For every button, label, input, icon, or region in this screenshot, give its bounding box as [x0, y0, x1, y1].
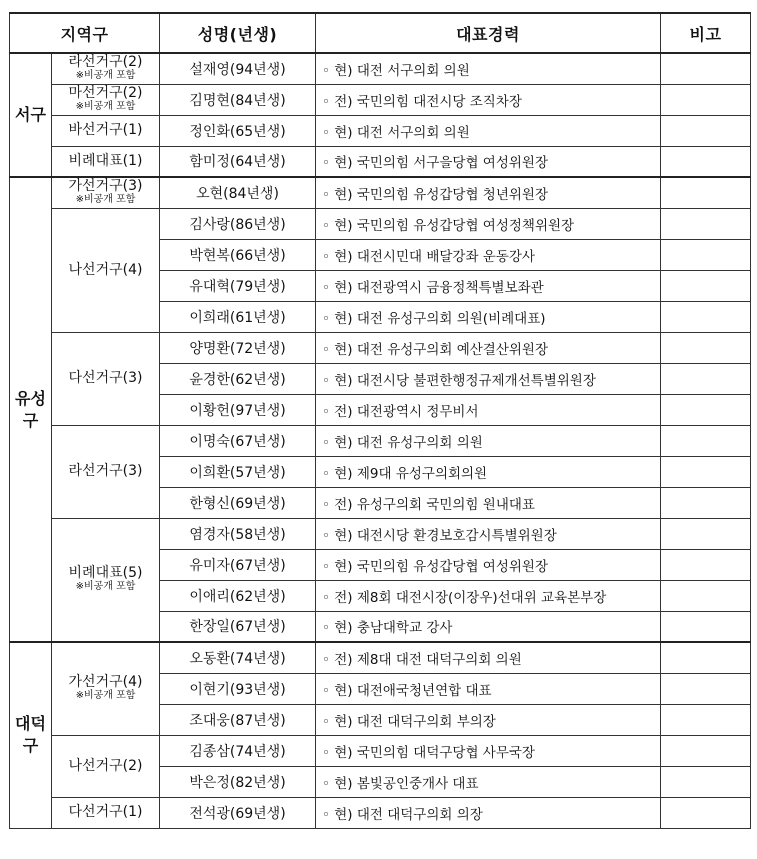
header-note: 비고 — [661, 13, 751, 53]
district-cell: 서구 — [10, 53, 52, 177]
note-cell — [661, 580, 751, 611]
note-cell — [661, 456, 751, 487]
career-cell: ◦ 현) 대전시당 불편한행정규제개선특별위원장 — [316, 363, 661, 394]
table-row — [10, 208, 751, 239]
name-cell: 오동환(74년생) — [160, 642, 316, 673]
constituency-cell: 나선거구(2) — [52, 735, 160, 797]
constituency-cell: 라선거구(3) — [52, 425, 160, 518]
name-cell: 김사랑(86년생) — [160, 208, 316, 239]
note-cell — [661, 425, 751, 456]
constituency-label: 비례대표(5) — [68, 565, 143, 582]
career-cell: ◦ 현) 대전시민대 배달강좌 운동강사 — [316, 239, 661, 270]
name-cell: 조대웅(87년생) — [160, 704, 316, 735]
career-cell: ◦ 현) 대전 유성구의회 예산결산위원장 — [316, 332, 661, 363]
career-cell: ◦ 전) 국민의힘 대전시당 조직차장 — [316, 84, 661, 115]
note-cell — [661, 766, 751, 797]
note-cell — [661, 270, 751, 301]
constituency-cell — [52, 84, 160, 115]
table-row — [10, 518, 751, 549]
constituency-cell — [52, 177, 160, 208]
career-cell: ◦ 현) 대전 대덕구의회 부의장 — [316, 704, 661, 735]
note-cell — [661, 301, 751, 332]
name-cell: 설재영(94년생) — [160, 53, 316, 84]
note-cell — [661, 549, 751, 580]
note-cell — [661, 239, 751, 270]
constituency-note: ※비공개 포함 — [75, 194, 136, 206]
name-cell: 함미정(64년생) — [160, 146, 316, 177]
career-cell: ◦ 현) 국민의힘 대덕구당협 사무국장 — [316, 735, 661, 766]
note-cell — [661, 115, 751, 146]
header-row — [10, 13, 751, 53]
career-cell: ◦ 현) 국민의힘 유성갑당협 여성위원장 — [316, 549, 661, 580]
constituency-label: 가선거구(4) — [68, 674, 143, 691]
career-cell: ◦ 현) 대전시당 환경보호감시특별위원장 — [316, 518, 661, 549]
constituency-cell: 나선거구(4) — [52, 208, 160, 332]
name-cell: 이현기(93년생) — [160, 673, 316, 704]
constituency-note: ※비공개 포함 — [75, 581, 136, 593]
note-cell — [661, 363, 751, 394]
constituency-cell: 다선거구(1) — [52, 797, 160, 828]
note-cell — [661, 53, 751, 84]
career-cell: ◦ 전) 대전광역시 정무비서 — [316, 394, 661, 425]
name-cell: 김명현(84년생) — [160, 84, 316, 115]
note-cell — [661, 797, 751, 828]
career-cell: ◦ 현) 대전애국청년연합 대표 — [316, 673, 661, 704]
header-name: 성명(년생) — [160, 13, 316, 53]
note-cell — [661, 146, 751, 177]
name-cell: 윤경한(62년생) — [160, 363, 316, 394]
constituency-label: 라선거구(2) — [68, 54, 143, 71]
district-cell: 대덕구 — [10, 642, 52, 828]
district-cell: 유성구 — [10, 177, 52, 642]
constituency-label: 마선거구(2) — [68, 85, 143, 101]
name-cell: 유대혁(79년생) — [160, 270, 316, 301]
candidate-table — [9, 12, 751, 829]
career-cell: ◦ 현) 충남대학교 강사 — [316, 611, 661, 642]
table-row — [10, 53, 751, 84]
table-row — [10, 84, 751, 115]
table-row — [10, 115, 751, 146]
note-cell — [661, 704, 751, 735]
constituency-cell — [52, 642, 160, 735]
name-cell: 이희환(57년생) — [160, 456, 316, 487]
career-cell: ◦ 현) 대전 유성구의회 의원(비례대표) — [316, 301, 661, 332]
career-cell: ◦ 전) 제8대 대전 대덕구의회 의원 — [316, 642, 661, 673]
name-cell: 염경자(58년생) — [160, 518, 316, 549]
career-cell: ◦ 현) 국민의힘 서구을당협 여성위원장 — [316, 146, 661, 177]
name-cell: 한형신(69년생) — [160, 487, 316, 518]
header-district: 지역구 — [10, 13, 160, 53]
name-cell: 이애리(62년생) — [160, 580, 316, 611]
constituency-cell — [52, 53, 160, 84]
note-cell — [661, 208, 751, 239]
name-cell: 정인화(65년생) — [160, 115, 316, 146]
name-cell: 오현(84년생) — [160, 177, 316, 208]
name-cell: 박현복(66년생) — [160, 239, 316, 270]
note-cell — [661, 673, 751, 704]
table-row — [10, 146, 751, 177]
constituency-note: ※비공개 포함 — [75, 70, 136, 82]
constituency-cell — [52, 518, 160, 642]
table-row — [10, 177, 751, 208]
name-cell: 전석광(69년생) — [160, 797, 316, 828]
career-cell: ◦ 현) 봄빛공인중개사 대표 — [316, 766, 661, 797]
career-cell: ◦ 현) 제9대 유성구의회의원 — [316, 456, 661, 487]
note-cell — [661, 177, 751, 208]
header-career: 대표경력 — [316, 13, 661, 53]
note-cell — [661, 642, 751, 673]
note-cell — [661, 518, 751, 549]
constituency-note: ※비공개 포함 — [75, 690, 136, 702]
career-cell: ◦ 전) 제8회 대전시장(이장우)선대위 교육본부장 — [316, 580, 661, 611]
table-row — [10, 332, 751, 363]
note-cell — [661, 735, 751, 766]
name-cell: 이명숙(67년생) — [160, 425, 316, 456]
name-cell: 한장일(67년생) — [160, 611, 316, 642]
table-row — [10, 642, 751, 673]
name-cell: 유미자(67년생) — [160, 549, 316, 580]
constituency-note: ※비공개 포함 — [75, 101, 136, 112]
name-cell: 박은정(82년생) — [160, 766, 316, 797]
name-cell: 이황헌(97년생) — [160, 394, 316, 425]
note-cell — [661, 332, 751, 363]
constituency-label: 가선거구(3) — [68, 178, 143, 195]
career-cell: ◦ 현) 대전광역시 금융정책특별보좌관 — [316, 270, 661, 301]
constituency-cell: 바선거구(1) — [52, 115, 160, 146]
career-cell: ◦ 현) 대전 대덕구의회 의장 — [316, 797, 661, 828]
table-row — [10, 735, 751, 766]
note-cell — [661, 611, 751, 642]
name-cell: 이희래(61년생) — [160, 301, 316, 332]
note-cell — [661, 394, 751, 425]
career-cell: ◦ 현) 대전 서구의회 의원 — [316, 53, 661, 84]
note-cell — [661, 487, 751, 518]
career-cell: ◦ 현) 대전 유성구의회 의원 — [316, 425, 661, 456]
table-row — [10, 425, 751, 456]
career-cell: ◦ 전) 유성구의회 국민의힘 원내대표 — [316, 487, 661, 518]
name-cell: 김종삼(74년생) — [160, 735, 316, 766]
career-cell: ◦ 현) 대전 서구의회 의원 — [316, 115, 661, 146]
constituency-cell: 비례대표(1) — [52, 146, 160, 177]
name-cell: 양명환(72년생) — [160, 332, 316, 363]
note-cell — [661, 84, 751, 115]
career-cell: ◦ 현) 국민의힘 유성갑당협 청년위원장 — [316, 177, 661, 208]
career-cell: ◦ 현) 국민의힘 유성갑당협 여성정책위원장 — [316, 208, 661, 239]
table-row — [10, 797, 751, 828]
constituency-cell: 다선거구(3) — [52, 332, 160, 425]
